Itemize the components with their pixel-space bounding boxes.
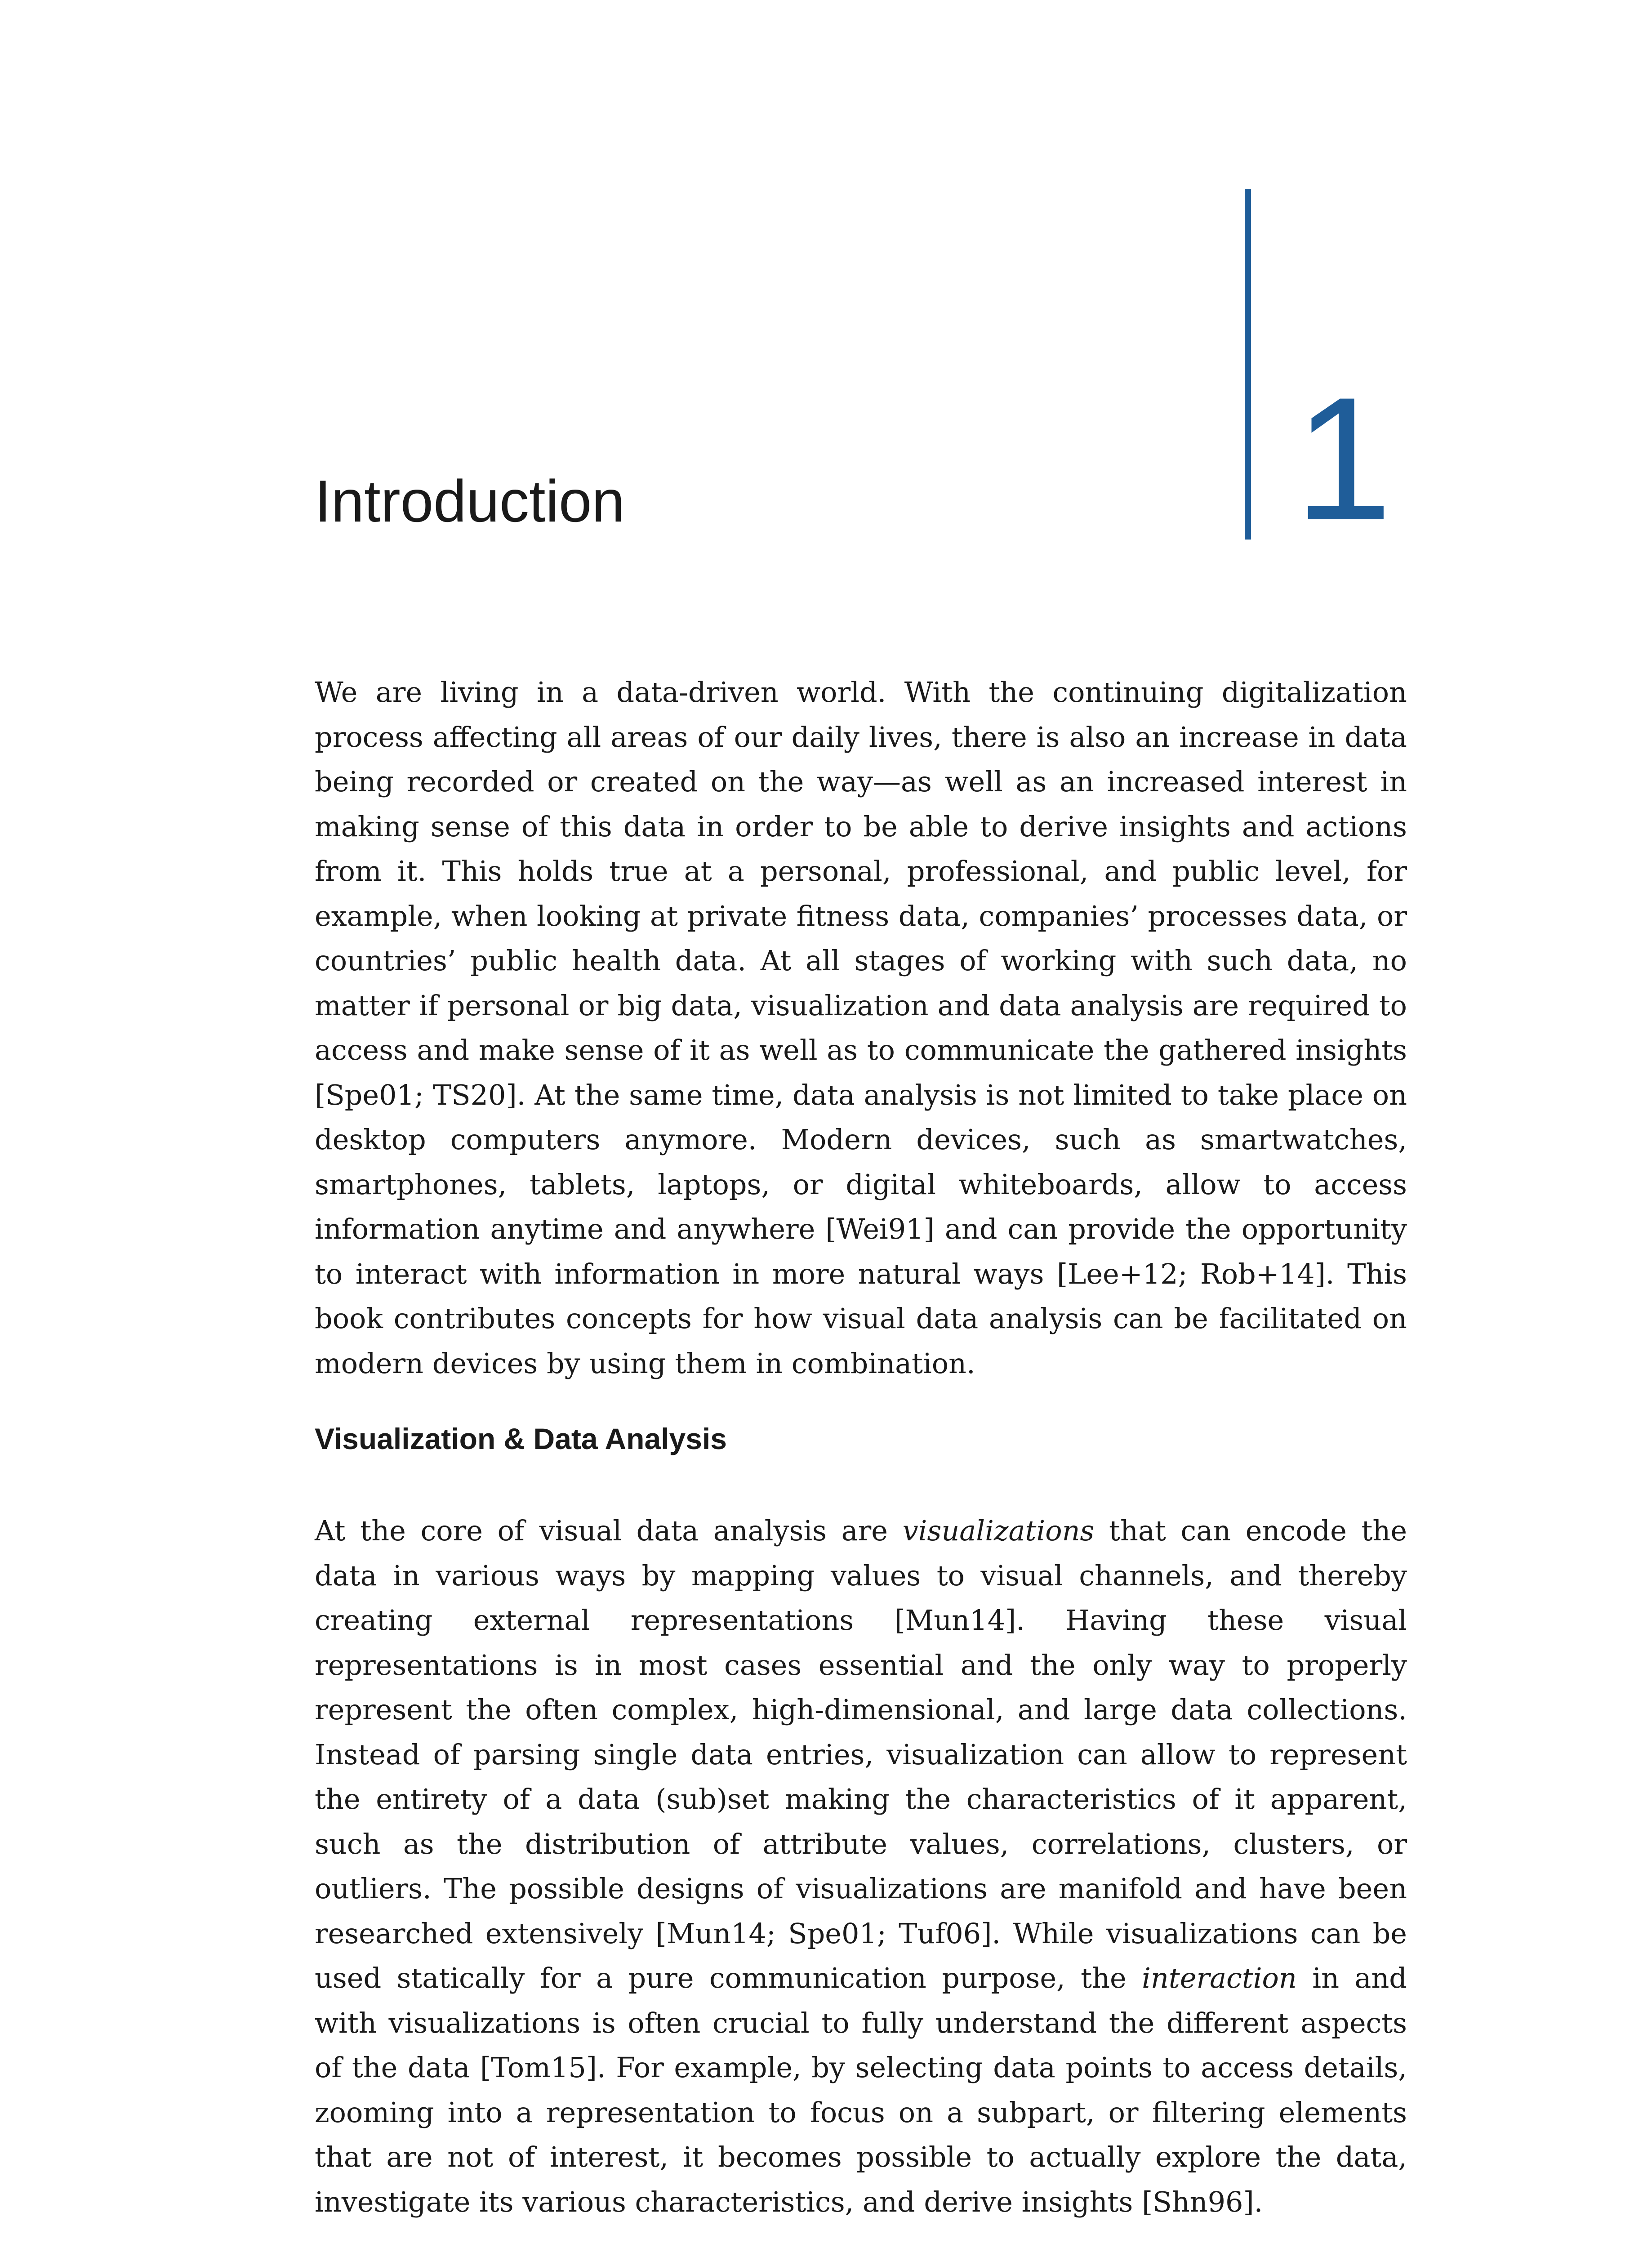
section-paragraph <box>315 1508 1407 2224</box>
section-emphasis-visualizations: visualizations <box>902 1514 1095 1547</box>
chapter-accent-bar <box>1245 189 1251 540</box>
section-emphasis-interaction: interaction <box>1142 1962 1297 1994</box>
chapter-title: Introduction <box>315 468 625 534</box>
intro-paragraph: We are living in a data-driven world. With the continuing digitalization process affecting all areas of our daily lives, there is also an increase in data being recorded or created on the way—as well as an increased interest in making sense of this data in order to be able to derive insights and actions from it. This holds true at a personal, professional, and public level, for example, when looking at private fitness data, companies’ processes data, or countries’ public health data. At all stages of working with such data, no matter if personal or big data, visualization and data analysis are required to access and make sense of it as well as to communicate the gathered insights [Spe01; TS20]. At the same time, data analysis is not limited to take place on desktop computers anymore. Modern devices, such as smartwatches, smartphones, tablets, laptops, or digital whiteboards, allow to access information anytime and anywhere [Wei91] and can provide the opportunity to interact with information in more natural ways [Lee+12; Rob+14]. This book contributes concepts for how visual data analysis can be facilitated on modern devices by using them in combination. <box>315 676 1407 1380</box>
section-paragraph-middle: that can encode the data in various ways by mapping values to visual channels, and thereby creating external representations [Mun14]. Having these visual representations is in most cases essential and the only way to properly represent the often complex, high-dimensional, and large data collections. Instead of parsing single data entries, visualization can allow to represent the entirety of a data (sub)set making the characteristics of it apparent, such as the distribution of attribute values, correlations, clusters, or outliers. The possible designs of visualizations are manifold and have been researched extensively [Mun14; Spe01; Tuf06]. While visualizations can be used statically for a pure communication purpose, the <box>315 1514 1407 1994</box>
section-paragraph-start: At the core of visual data analysis are <box>315 1514 903 1547</box>
section-heading: Visualization & Data Analysis <box>315 1422 727 1455</box>
section-paragraph-end: in and with visualizations is often crucial to fully understand the different aspects of the data [Tom15]. For example, by selecting data points to access details, zooming into a representation to focus on a subpart, or filtering elements that are not of interest, it becomes possible to actually explore the data, investigate its various characteristics, and derive insights [Shn96]. <box>315 1962 1407 2218</box>
chapter-number: 1 <box>1295 361 1391 557</box>
